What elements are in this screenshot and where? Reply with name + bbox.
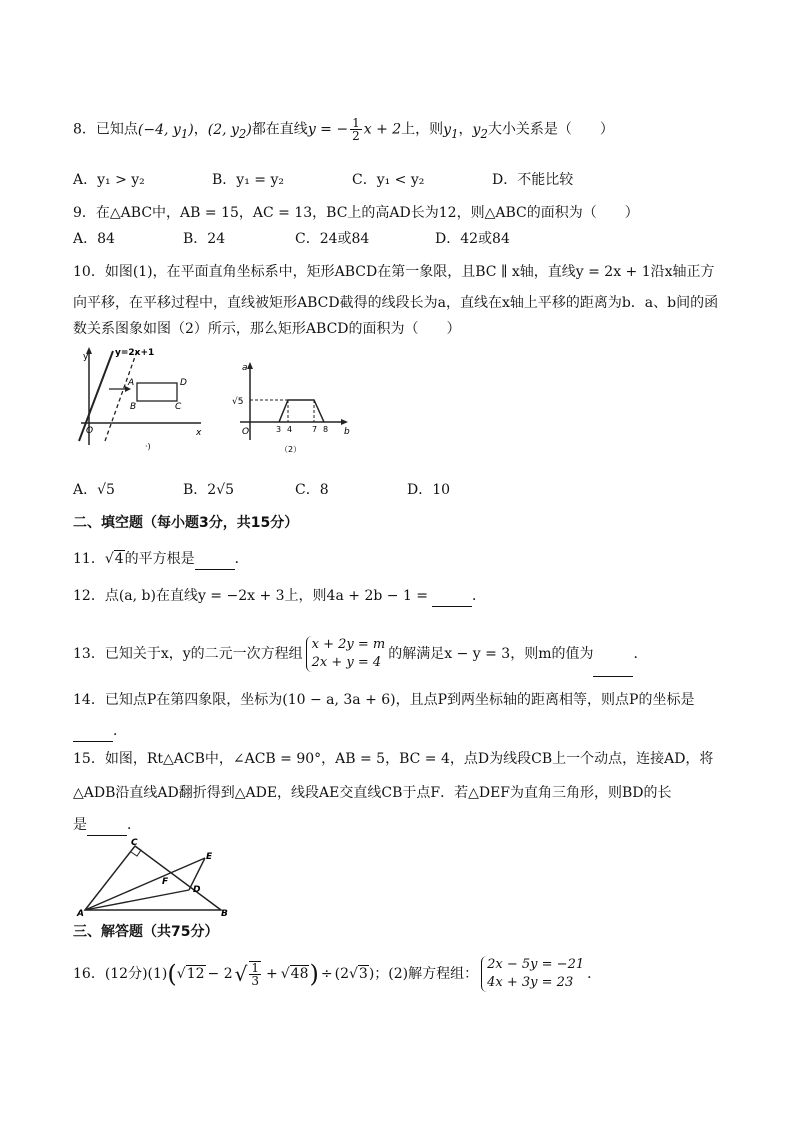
q8-option-c: C．y₁ < y₂	[352, 172, 425, 188]
fig1-eq: y=2x+1	[115, 348, 155, 358]
q16-paren-close: )	[309, 960, 319, 988]
q8-point1: (−4, $y_1$)	[137, 121, 194, 141]
q13-line	[73, 632, 647, 677]
q10-line3: 数关系图象如图（2）所示，那么矩形ABCD的面积为（ ）	[73, 321, 461, 337]
q8-option-d: D．不能比较	[492, 172, 574, 188]
fig2-graph	[279, 400, 324, 422]
q12-blank[interactable]	[432, 586, 472, 607]
fig1-label-b: B	[130, 402, 137, 412]
fig2-y-arrow	[247, 362, 253, 369]
q15-line3	[73, 815, 141, 836]
label-c: C	[131, 838, 138, 848]
q8-point2: (2, $y_2$)	[207, 121, 252, 141]
fig2-label-b: b	[344, 427, 350, 437]
fig2-label-a: a	[242, 363, 248, 373]
q8-text: 8．已知点	[73, 121, 138, 138]
fig2-tick-3: 3	[276, 425, 282, 434]
fig1-label-d: D	[180, 378, 187, 388]
label-a: A	[77, 909, 84, 918]
fig1-caption: ·)	[145, 442, 151, 451]
q16-line	[73, 951, 601, 997]
label-d: D	[193, 885, 201, 895]
q16-mid: ；(2)解方程组：	[374, 966, 479, 982]
fig1-label-y: y	[83, 352, 89, 362]
fig2-tick-4: 4	[287, 425, 293, 434]
q13-post: 的解满足x − y = 3，则m的值为	[388, 646, 594, 662]
q16-sqrt12: √12	[176, 966, 205, 982]
q10-option-d: D．10	[407, 482, 451, 498]
q16-plus: +	[266, 966, 278, 982]
q8-y1: $y_1$	[443, 121, 459, 141]
fig1-label-a: A	[128, 378, 135, 388]
q14-end: ．	[113, 723, 127, 739]
q15-line1: 15．如图，Rt△ACB中，∠ACB = 90°，AB = 5，BC = 4，点D为线段CB上一个动点，连接AD，将	[73, 751, 714, 767]
q8-eq-right: x + 2	[363, 121, 402, 138]
fig1-label-c: C	[175, 402, 182, 412]
q14-line2	[73, 721, 127, 742]
q13-end: ．	[633, 646, 648, 662]
q11-pre: 11．	[73, 551, 105, 567]
q16-end: ．	[587, 966, 602, 982]
q8-y2: $y_2$	[472, 121, 488, 141]
q10-option-c: C．8	[295, 482, 329, 498]
q8-fraction: $\frac{1}{2}$	[352, 116, 360, 143]
q14-blank[interactable]	[73, 721, 113, 742]
q16-minus2: − 2	[207, 966, 233, 982]
q14-line1: 14．已知点P在第四象限，坐标为(10 − a, 3a + 6)，且点P到两坐标轴的距离相等，则点P的坐标是	[73, 692, 695, 708]
q16-paren-open: (	[167, 960, 177, 988]
q10-figure2	[228, 360, 358, 455]
fig2-label-sqrt5: √5	[232, 397, 244, 407]
q16-system: 2x − 5y = −21 4x + 3y = 23	[481, 956, 584, 992]
fig2-tick-7: 7	[312, 425, 318, 434]
q8-text-c: 上，则	[401, 121, 444, 138]
q11-sqrt: √4	[104, 551, 124, 567]
q15-pre: 是	[73, 817, 87, 833]
q10-option-b: B．2√5	[183, 482, 235, 498]
label-f: F	[162, 877, 169, 887]
q15-line2: △ADB沿直线AD翻折得到△ADE，线段AE交直线CB于点F．若△DEF为直角三角形，则BD的长	[73, 785, 672, 801]
q10-line1: 10．如图(1)，在平面直角坐标系中，矩形ABCD在第一象限，且BC ∥ x轴，直线y = 2x + 1沿x轴正方	[73, 264, 715, 280]
fig2-caption: （2）	[280, 445, 302, 454]
label-b: B	[221, 909, 228, 918]
q16-two-sqrt3: (2√3)	[334, 966, 375, 982]
section-3-heading: 三、解答题（共75分）	[73, 924, 219, 940]
q11-line	[73, 549, 249, 570]
q15-figure	[75, 838, 235, 918]
fig1-label-x: x	[196, 428, 202, 438]
q13-pre: 13．已知关于x，y的二元一次方程组	[73, 646, 303, 662]
fig2-label-o: O	[242, 427, 250, 437]
q16-sqrt-frac: √ $\frac{1}{3}$	[234, 961, 259, 988]
q11-post: 的平方根是	[124, 551, 195, 567]
fig1-line	[79, 351, 113, 441]
q9-option-b: B．24	[183, 231, 226, 247]
q11-blank[interactable]	[195, 549, 235, 570]
fig1-label-o: O	[86, 426, 94, 436]
q13-system: x + 2y = m 2x + y = 4	[306, 636, 386, 672]
q8-text-b: 都在直线	[251, 121, 308, 138]
q8-line	[73, 117, 614, 143]
q10-line2: 向平移，在平移过程中，直线被矩形ABCD截得的线段长为a，直线在x轴上平移的距离为b．a、b间的函	[73, 295, 719, 311]
q15-blank[interactable]	[87, 815, 127, 836]
q8-text-d: 大小关系是（ ）	[487, 121, 614, 138]
fig2-x-arrow	[341, 419, 348, 425]
q8-comma: ，	[458, 121, 473, 138]
label-e: E	[206, 852, 213, 862]
q15-end: ．	[127, 817, 141, 833]
q8-option-b: B．y₁ = y₂	[212, 172, 284, 188]
section-2-heading: 二、填空题（每小题3分，共15分）	[73, 515, 299, 531]
q11-end: ．	[234, 551, 249, 567]
q8-eq-left: y = −	[307, 121, 349, 138]
q8-option-a: A．y₁ > y₂	[73, 172, 145, 188]
q9-text: 9．在△ABC中，AB = 15，AC = 13，BC上的高AD长为12，则△ABC的面积为（ ）	[73, 205, 639, 221]
q16-pre: 16．(12分)(1)	[73, 966, 168, 982]
q9-option-d: D．42或84	[435, 231, 510, 247]
fig1-rect	[137, 383, 177, 401]
fig1-dashed-line	[105, 351, 137, 441]
q13-blank[interactable]	[593, 632, 633, 677]
q9-option-a: A．84	[73, 231, 115, 247]
q16-div: ÷	[320, 966, 333, 982]
fig2-tick-8: 8	[323, 425, 329, 434]
q10-figure1	[75, 345, 210, 455]
segment-ad	[85, 890, 189, 910]
q12-line	[73, 586, 486, 607]
q12-text: 12．点(a, b)在直线y = −2x + 3上，则4a + 2b − 1 =	[73, 588, 429, 604]
q8-sep: ，	[193, 121, 208, 138]
q16-sqrt48: √48	[280, 966, 309, 982]
q10-option-a: A．√5	[73, 482, 115, 498]
q12-end: ．	[472, 588, 487, 604]
q9-option-c: C．24或84	[295, 231, 370, 247]
